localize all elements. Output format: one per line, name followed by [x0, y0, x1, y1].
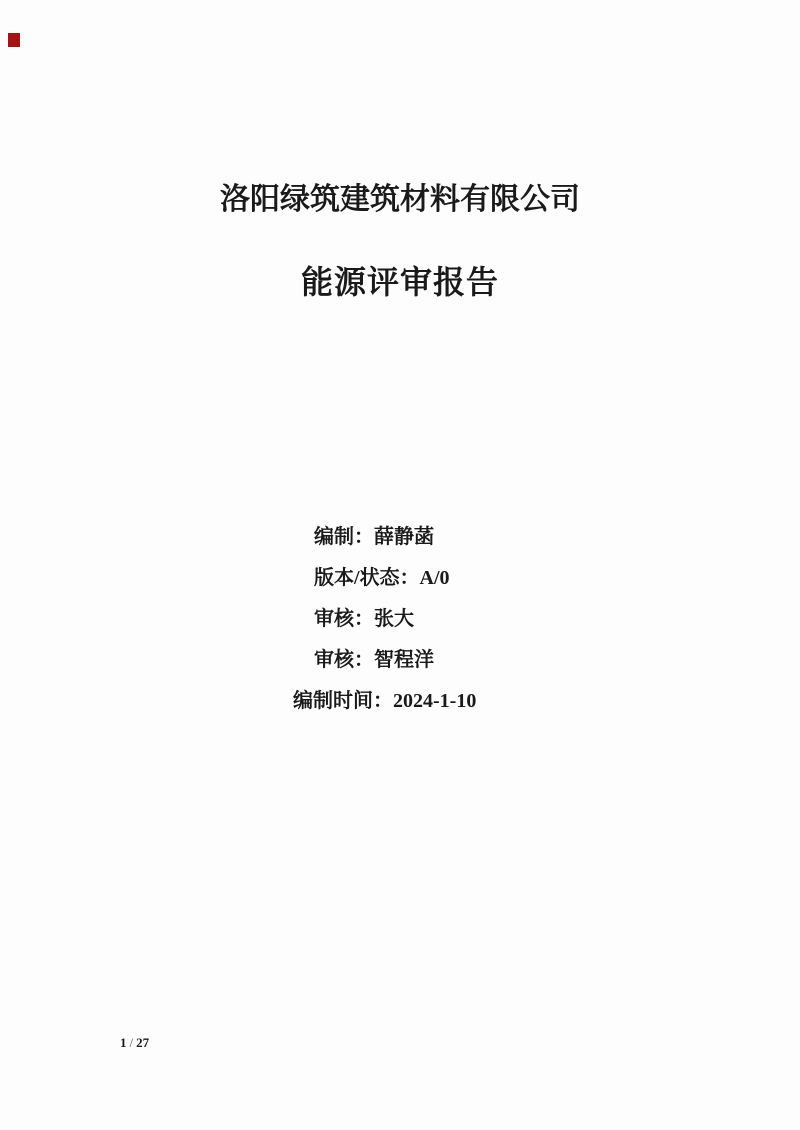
report-title: 能源评审报告 — [300, 264, 499, 300]
page-footer — [120, 1035, 149, 1051]
footer-separator: / — [129, 1035, 134, 1050]
info-line-reviewer-2: 审核：智程洋 — [314, 649, 434, 671]
info-line-compile-date: 编制时间：2024-1-10 — [293, 690, 477, 712]
info-line-version-status: 版本/状态：A/0 — [314, 567, 450, 589]
info-line-reviewer-1: 审核：张大 — [314, 608, 414, 630]
company-title: 洛阳绿筑建筑材料有限公司 — [220, 183, 580, 216]
footer-page-number: 1 — [120, 1035, 127, 1050]
info-line-author: 编制：薛静菡 — [314, 526, 434, 548]
red-marker — [8, 33, 20, 47]
footer-total-pages: 27 — [136, 1035, 150, 1050]
info-block — [293, 517, 477, 722]
